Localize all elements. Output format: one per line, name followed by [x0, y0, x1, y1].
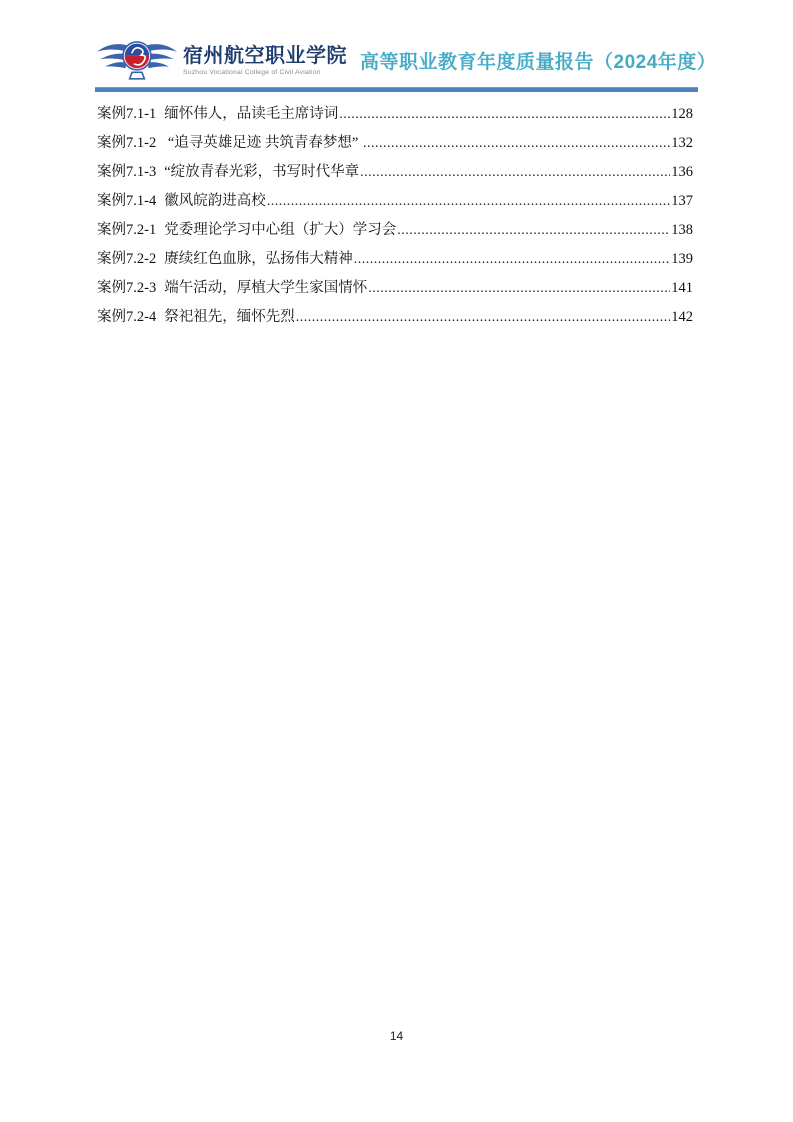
toc-dot-leader — [360, 158, 670, 187]
toc-entry-id: 案例7.2-3 — [97, 280, 157, 296]
report-title: 高等职业教育年度质量报告（2024年度） — [360, 51, 717, 73]
toc-entry[interactable] — [97, 187, 693, 216]
college-name: 宿州航空职业学院 — [183, 44, 347, 67]
toc-entry-title: 缅怀伟人，品读毛主席诗词 — [164, 106, 339, 122]
table-of-contents — [97, 100, 693, 332]
toc-entry-id: 案例7.1-3 — [97, 164, 157, 180]
toc-entry-page: 141 — [671, 280, 693, 296]
toc-entry-title: “追寻英雄足迹 共筑青春梦想” — [164, 135, 362, 151]
toc-entry-page: 132 — [671, 135, 693, 151]
toc-dot-leader — [397, 216, 670, 245]
toc-dot-leader — [296, 303, 671, 332]
page-footer — [0, 1029, 793, 1043]
toc-entry-title: 赓续红色血脉，弘扬伟大精神 — [164, 251, 353, 267]
toc-entry-title: “绽放青春光彩，书写时代华章 — [164, 164, 360, 180]
toc-entry-page: 138 — [671, 222, 693, 238]
toc-entry-title: 祭祀祖先，缅怀先烈 — [164, 309, 295, 325]
toc-dot-leader — [267, 187, 671, 216]
toc-entry[interactable] — [97, 274, 693, 303]
toc-entry-id: 案例7.2-1 — [97, 222, 157, 238]
toc-dot-leader — [363, 129, 670, 158]
toc-entry[interactable] — [97, 303, 693, 332]
page-header — [96, 34, 717, 86]
toc-entry-id: 案例7.2-2 — [97, 251, 157, 267]
toc-entry-page: 136 — [671, 164, 693, 180]
header-divider-rule — [95, 87, 698, 92]
toc-entry-title: 党委理论学习中心组（扩大）学习会 — [164, 222, 397, 238]
toc-dot-leader — [368, 274, 670, 303]
toc-dot-leader — [354, 245, 671, 274]
college-name-block — [183, 44, 347, 77]
toc-entry-id: 案例7.1-2 — [97, 135, 157, 151]
toc-entry[interactable] — [97, 129, 693, 158]
toc-entry-page: 142 — [671, 309, 693, 325]
toc-entry-page: 137 — [671, 193, 693, 209]
toc-entry-page: 128 — [671, 106, 693, 122]
page-number: 14 — [389, 1029, 404, 1043]
toc-entry[interactable] — [97, 216, 693, 245]
toc-entry-title: 徽风皖韵进高校 — [164, 193, 266, 209]
college-name-english: Suzhou Vocational College of Civil Aviation — [183, 68, 321, 76]
toc-entry-page: 139 — [671, 251, 693, 267]
toc-entry[interactable] — [97, 100, 693, 129]
toc-entry[interactable] — [97, 245, 693, 274]
toc-dot-leader — [339, 100, 670, 129]
toc-entry-id: 案例7.2-4 — [97, 309, 157, 325]
college-logo-icon — [96, 35, 178, 85]
toc-entry-id: 案例7.1-1 — [97, 106, 157, 122]
toc-entry[interactable] — [97, 158, 693, 187]
toc-entry-id: 案例7.1-4 — [97, 193, 157, 209]
toc-entry-title: 端午活动，厚植大学生家国情怀 — [164, 280, 368, 296]
